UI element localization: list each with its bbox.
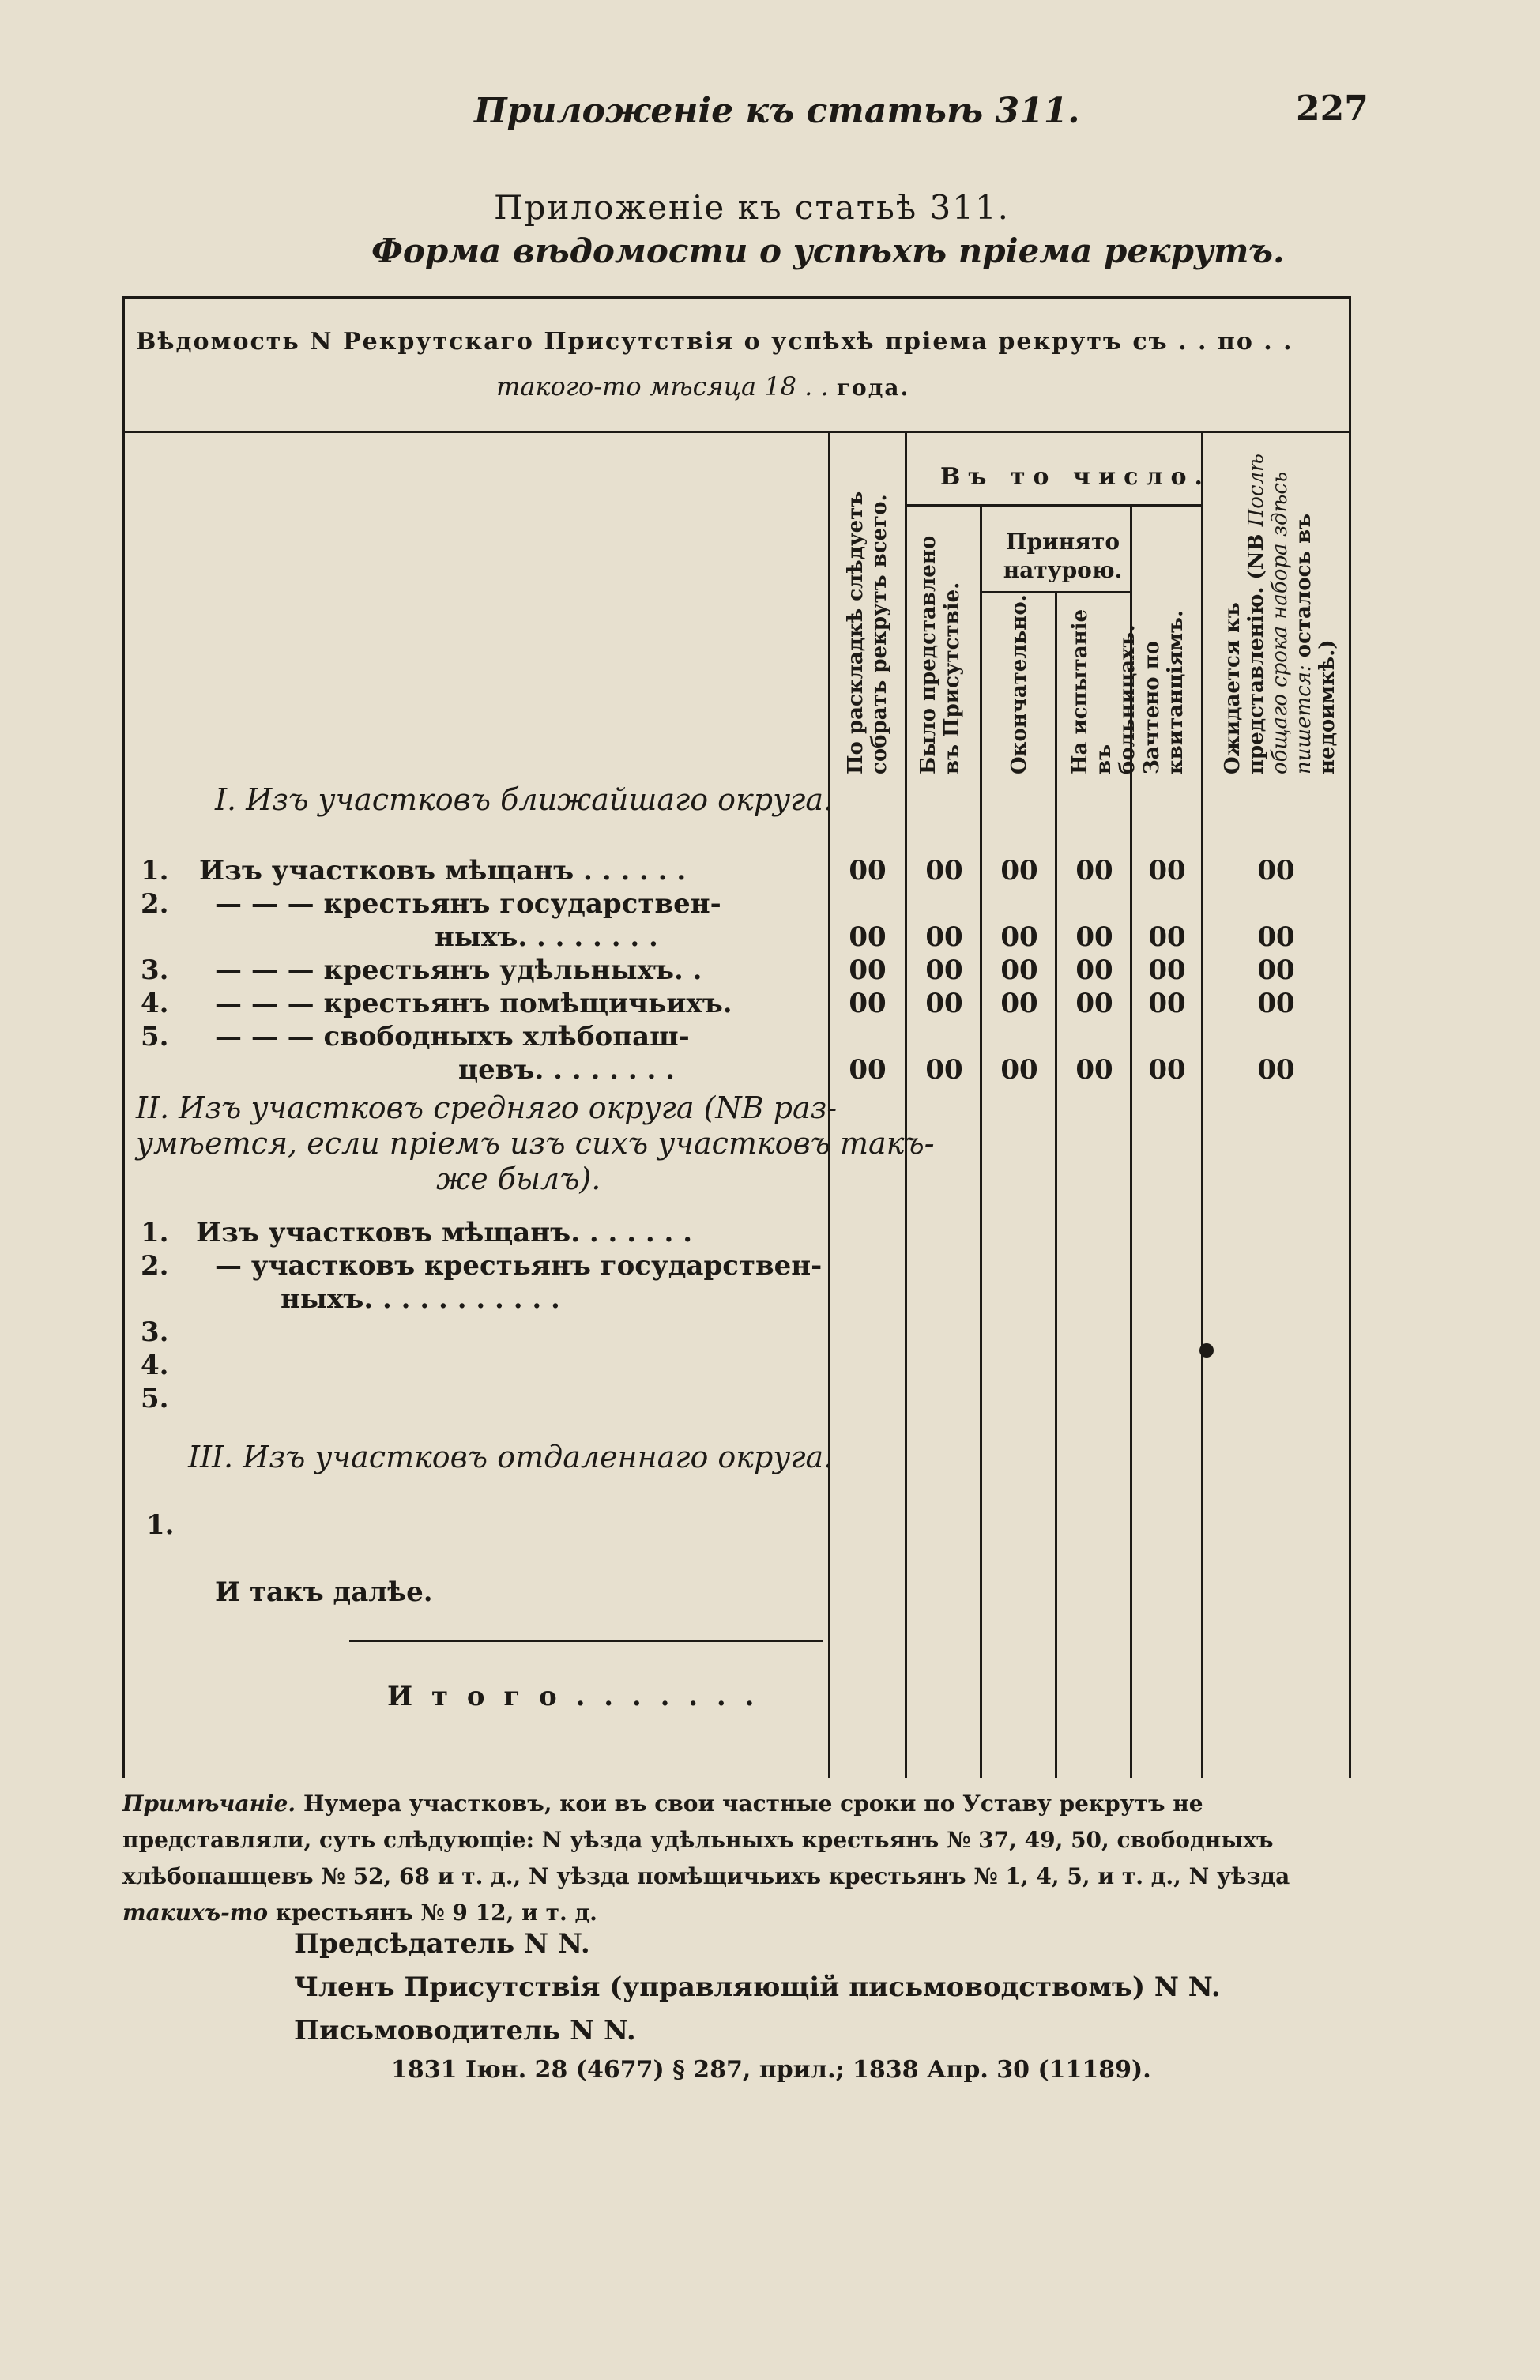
row-number: 5. [141, 1383, 169, 1414]
table-cell: 00 [1257, 988, 1295, 1019]
and-so-on: И такъ далѣе. [215, 1576, 433, 1608]
table-cell: 00 [1075, 955, 1113, 986]
signature-chairman: Предсѣдатель N N. [294, 1928, 590, 1960]
column-separator [1055, 593, 1057, 1778]
accepted-divider [980, 591, 1132, 593]
running-title: Приложенiе къ статьѣ 311. [474, 91, 1080, 131]
row-label-continued: цевъ. . . . . . . . [458, 1054, 676, 1086]
row-number: 2. [141, 1250, 169, 1282]
table-cell: 00 [925, 921, 963, 953]
section-2-title: II. Изъ участковъ средняго округа (NB раз- [136, 1090, 838, 1125]
table-cell: 00 [1000, 855, 1038, 887]
table-cell: 00 [1257, 955, 1295, 986]
signature-member: Членъ Присутствiя (управляющiй письмоводствомъ) N N. [294, 1971, 1221, 2003]
appendix-title: Приложенiе къ статьѣ 311. [494, 188, 1011, 227]
column-header-total: По раскладкѣ слѣдуетъ собрать рекрутъ всего. [844, 491, 891, 774]
page-number: 227 [1296, 88, 1369, 129]
table-cell: 00 [1257, 921, 1295, 953]
table-cell: 00 [1000, 955, 1038, 986]
footnote-text: Нумера участковъ, кои въ свои частные сроки по Уставу рекрутъ не представляли, суть слѣдующiе: N уѣзда удѣльныхъ крестьянъ № 37, 49, 50, свободныхъ хлѣбопашцевъ № 52, 68 и т. д., N уѣзда помѣщичьихъ крестьянъ № 1, 4, 5, и т. д., N уѣзда [122, 1791, 1290, 1889]
signature-clerk: Письмоводитель N N. [294, 2015, 636, 2047]
column-header-expected [1221, 442, 1339, 774]
column-separator [1201, 433, 1203, 1778]
table-cell: 00 [925, 855, 963, 887]
footnote-label: Примѣчанiе. [122, 1791, 296, 1817]
row-number: 4. [141, 1350, 169, 1381]
row-label-continued: ныхъ. . . . . . . . . . . [281, 1283, 560, 1315]
row-number: 1. [141, 1217, 169, 1248]
table-cell: 00 [925, 988, 963, 1019]
heading-divider [122, 431, 1351, 433]
column-header-hospital: На испытанiе въ больницахъ. [1068, 608, 1139, 774]
table-cell: 00 [849, 921, 887, 953]
table-cell: 00 [1148, 955, 1186, 986]
table-cell: 00 [849, 955, 887, 986]
section-2-title-line3: же былъ). [436, 1162, 601, 1196]
including-divider [905, 504, 1203, 507]
row-number: 1. [141, 855, 169, 887]
table-right-border [1349, 296, 1351, 1778]
row-number: 3. [141, 1316, 169, 1348]
expected-header-end: осталось въ недоимкѣ.) [1292, 513, 1339, 774]
table-cell: 00 [849, 855, 887, 887]
section-3-title: III. Изъ участковъ отдаленнаго округа. [188, 1440, 834, 1474]
table-heading: Вѣдомость N Рекрутскаго Присутствiя о успѣхѣ прiема рекрутъ съ . . по . . [136, 328, 1293, 356]
row-label: Изъ участковъ мѣщанъ . . . . . . [199, 855, 687, 887]
total-row-label: И т о г о . . . . . . . [387, 1681, 759, 1712]
footnote-italic: такихъ-то [122, 1900, 269, 1926]
table-cell: 00 [925, 955, 963, 986]
row-number: 1. [146, 1509, 175, 1541]
table-cell: 00 [1148, 988, 1186, 1019]
table-cell: 00 [1075, 855, 1113, 887]
row-label: — — — крестьянъ помѣщичьихъ. [215, 988, 732, 1019]
column-separator [905, 433, 907, 1778]
column-group-accepted: Принято натурою. [1003, 529, 1123, 583]
expected-header-text: Ожидается къ представленiю. (NB [1221, 533, 1268, 774]
form-title: Форма вѣдомости о успѣхѣ прiема рекрутъ. [371, 232, 1285, 270]
table-cell: 00 [1148, 855, 1186, 887]
row-number: 2. [141, 888, 169, 920]
table-cell: 00 [1257, 1054, 1295, 1086]
table-cell: 00 [1075, 1054, 1113, 1086]
column-header-final: Окончательно. [1007, 594, 1031, 774]
table-cell: 00 [1075, 921, 1113, 953]
row-label: Изъ участковъ мѣщанъ. . . . . . . [196, 1217, 693, 1248]
footnote-text-end: крестьянъ № 9 12, и т. д. [275, 1900, 597, 1926]
ink-blot [1199, 1343, 1214, 1358]
table-cell: 00 [1000, 988, 1038, 1019]
heading-date-text: такого-то мѣсяца 18 . . [496, 371, 829, 401]
row-label-continued: ныхъ. . . . . . . . [435, 921, 658, 953]
total-rule [349, 1640, 823, 1642]
table-cell: 00 [849, 988, 887, 1019]
expected-header-italic: Послѣ общаго срока набора здѣсь пишется: [1244, 454, 1316, 774]
table-cell: 00 [1075, 988, 1113, 1019]
row-label: — — — крестьянъ удѣльныхъ. . [215, 955, 702, 986]
table-left-border [122, 296, 125, 1778]
table-cell: 00 [1000, 921, 1038, 953]
row-label: — участковъ крестьянъ государствен- [215, 1250, 823, 1282]
law-reference: 1831 Iюн. 28 (4677) § 287, прил.; 1838 Апр. 30 (11189). [391, 2056, 1151, 2084]
table-top-border [122, 296, 1351, 299]
footnote [122, 1786, 1355, 1931]
section-2-title-line2: умѣется, если прiемъ изъ сихъ участковъ такъ- [136, 1126, 935, 1161]
table-cell: 00 [1000, 1054, 1038, 1086]
row-number: 4. [141, 988, 169, 1019]
section-1-title: I. Изъ участковъ ближайшаго округа. [215, 782, 834, 817]
column-group-including: Въ то число. [940, 463, 1211, 491]
heading-year-word: года. [836, 375, 910, 401]
table-cell: 00 [925, 1054, 963, 1086]
table-heading-date [496, 371, 909, 401]
table-cell: 00 [849, 1054, 887, 1086]
row-label: — — — свободныхъ хлѣбопаш- [215, 1021, 690, 1053]
row-number: 3. [141, 955, 169, 986]
column-separator [980, 506, 982, 1778]
row-label: — — — крестьянъ государствен- [215, 888, 721, 920]
row-number: 5. [141, 1021, 169, 1053]
table-cell: 00 [1148, 1054, 1186, 1086]
column-header-receipts: Зачтено по квитанцiямъ. [1140, 610, 1188, 774]
table-cell: 00 [1148, 921, 1186, 953]
column-header-presented: Было представлено въ Присутствiе. [917, 535, 964, 774]
table-cell: 00 [1257, 855, 1295, 887]
